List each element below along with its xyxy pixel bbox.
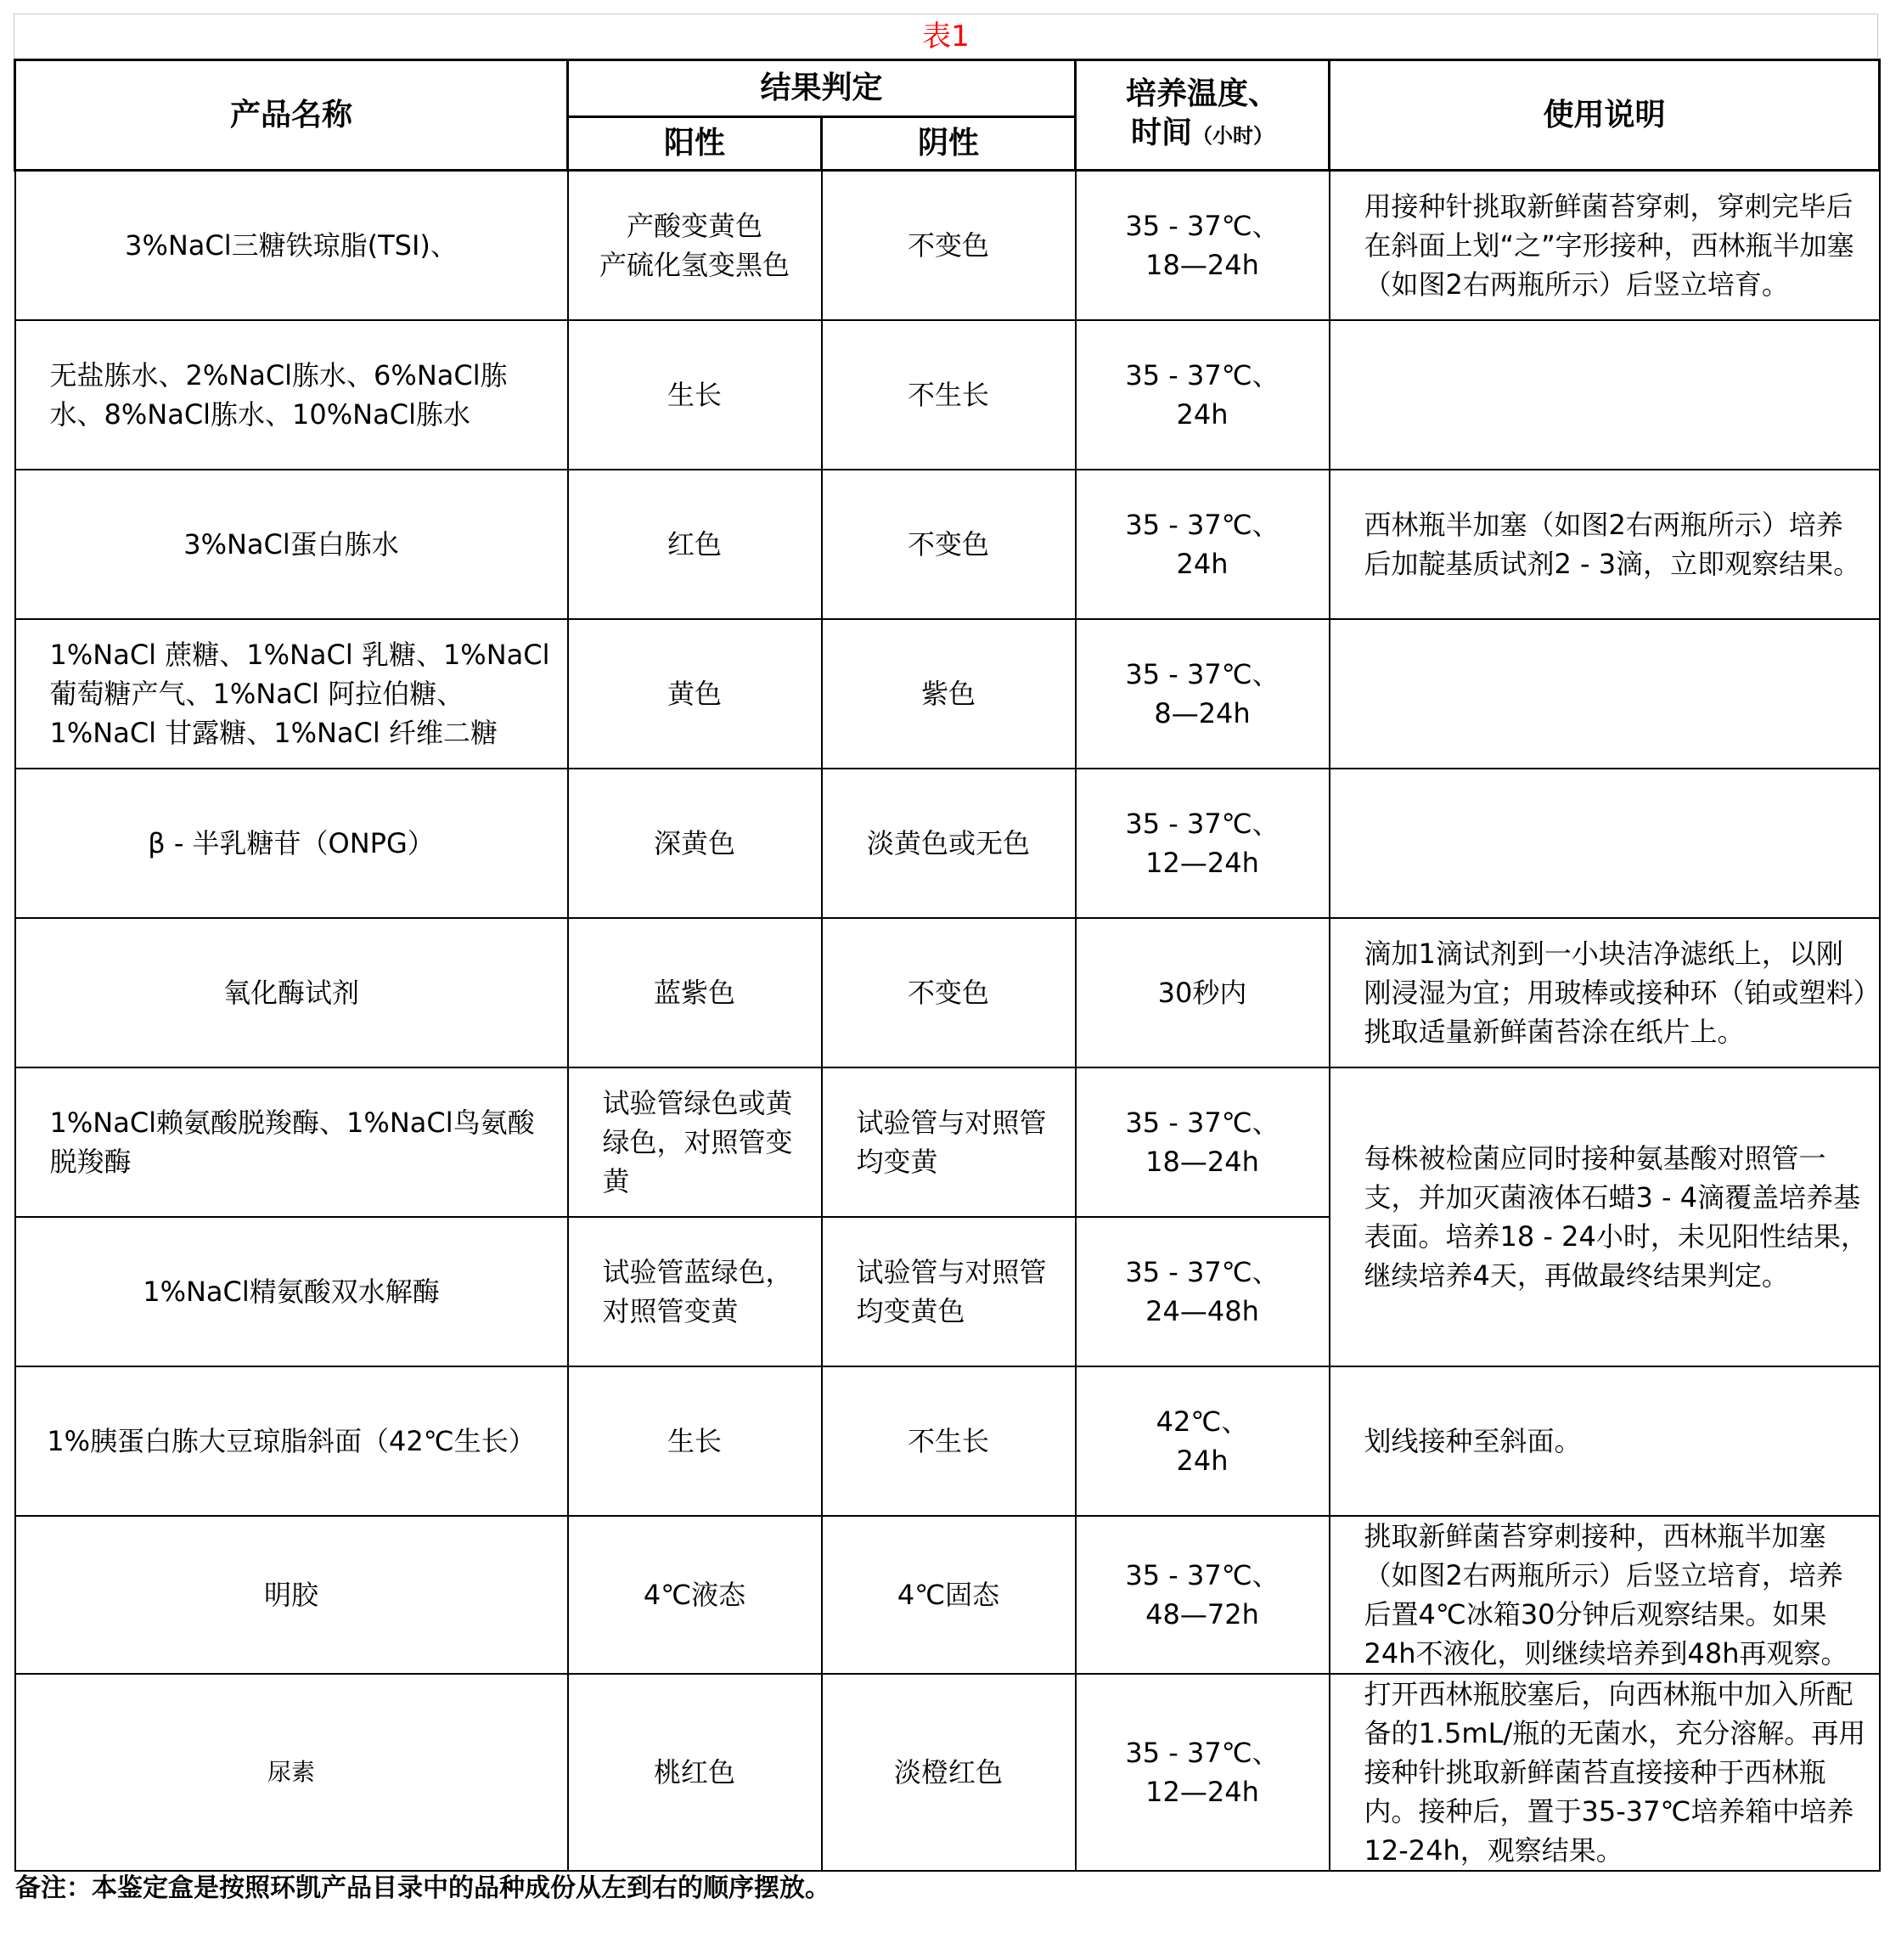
identification-table [14,59,1881,1872]
header-temp-unit: （小时） [1192,124,1274,148]
cell-negative: 不变色 [822,470,1076,619]
cell-positive: 4℃液态 [568,1516,822,1674]
table-row [15,619,1880,769]
cell-temp: 30秒内 [1076,918,1330,1067]
cell-product: β - 半乳糖苷（ONPG） [15,769,568,918]
cell-product: 明胶 [15,1516,568,1674]
cell-temp: 35 - 37℃、 18—24h [1076,1067,1330,1217]
header-temp-time: 时间 [1131,115,1193,150]
cell-usage: 打开西林瓶胶塞后，向西林瓶中加入所配备的1.5mL/瓶的无菌水，充分溶解。再用接种针挑取新鲜菌苔直接接种于西林瓶内。接种后，置于35-37℃培养箱中培养12-24h，观察结果。 [1330,1674,1880,1871]
cell-temp: 35 - 37℃、 24h [1076,470,1330,619]
table-row [15,1366,1880,1516]
cell-product: 3%NaCl蛋白胨水 [15,470,568,619]
cell-product: 1%NaCl精氨酸双水解酶 [15,1217,568,1366]
table-row [15,1067,1880,1217]
cell-usage [1330,619,1880,769]
cell-negative: 试验管与对照管均变黄色 [822,1217,1076,1366]
cell-positive: 蓝紫色 [568,918,822,1067]
cell-usage: 挑取新鲜菌苔穿刺接种，西林瓶半加塞（如图2右两瓶所示）后竖立培育，培养后置4℃冰箱30分钟后观察结果。如果24h不液化，则继续培养到48h再观察。 [1330,1516,1880,1674]
header-temp-line2 [1077,114,1328,155]
cell-negative: 4℃固态 [822,1516,1076,1674]
cell-product: 无盐胨水、2%NaCl胨水、6%NaCl胨水、8%NaCl胨水、10%NaCl胨水 [15,320,568,470]
cell-positive: 生长 [568,320,822,470]
cell-usage [1330,320,1880,470]
cell-negative: 不生长 [822,1366,1076,1516]
cell-temp: 35 - 37℃、 18—24h [1076,171,1330,321]
cell-negative: 不变色 [822,171,1076,321]
table-row [15,1516,1880,1674]
cell-positive: 红色 [568,470,822,619]
header-negative: 阴性 [822,117,1076,171]
cell-product: 3%NaCl三糖铁琼脂(TSI)、 [15,171,568,321]
cell-temp: 35 - 37℃、 12—24h [1076,1674,1330,1871]
table-sheet [14,14,1878,1904]
cell-negative: 淡黄色或无色 [822,769,1076,918]
cell-positive: 桃红色 [568,1674,822,1871]
cell-usage: 用接种针挑取新鲜菌苔穿刺，穿刺完毕后在斜面上划“之”字形接种，西林瓶半加塞（如图2右两瓶所示）后竖立培育。 [1330,171,1880,321]
header-usage: 使用说明 [1330,60,1880,171]
cell-temp: 35 - 37℃、 24—48h [1076,1217,1330,1366]
header-product: 产品名称 [15,60,568,171]
cell-positive: 黄色 [568,619,822,769]
cell-negative: 淡橙红色 [822,1674,1076,1871]
cell-temp: 35 - 37℃、 48—72h [1076,1516,1330,1674]
cell-negative: 不变色 [822,918,1076,1067]
cell-usage: 西林瓶半加塞（如图2右两瓶所示）培养后加靛基质试剂2 - 3滴，立即观察结果。 [1330,470,1880,619]
cell-usage: 每株被检菌应同时接种氨基酸对照管一支，并加灭菌液体石蜡3 - 4滴覆盖培养基表面。培养18 - 24小时，未见阳性结果，继续培养4天，再做最终结果判定。 [1330,1067,1880,1366]
table-row [15,918,1880,1067]
cell-temp: 35 - 37℃、 12—24h [1076,769,1330,918]
cell-positive: 试验管绿色或黄绿色，对照管变黄 [568,1067,822,1217]
cell-product: 氧化酶试剂 [15,918,568,1067]
header-positive: 阳性 [568,117,822,171]
table-title: 表1 [14,14,1878,59]
table-row [15,320,1880,470]
cell-product: 1%NaCl赖氨酸脱羧酶、1%NaCl鸟氨酸脱羧酶 [15,1067,568,1217]
cell-temp: 42℃、 24h [1076,1366,1330,1516]
cell-usage: 划线接种至斜面。 [1330,1366,1880,1516]
header-temp-line1: 培养温度、 [1126,76,1280,111]
header-result: 结果判定 [568,60,1076,117]
cell-negative: 紫色 [822,619,1076,769]
cell-positive [568,171,822,321]
cell-positive: 生长 [568,1366,822,1516]
table-row [15,1674,1880,1871]
cell-usage [1330,769,1880,918]
table-note: 备注：本鉴定盒是按照环凯产品目录中的品种成份从左到右的顺序摆放。 [15,1873,830,1903]
table-row [15,769,1880,918]
cell-positive: 深黄色 [568,769,822,918]
cell-negative: 不生长 [822,320,1076,470]
cell-product: 尿素 [15,1674,568,1871]
cell-positive-line: 产硫化氢变黑色 [599,249,790,281]
cell-product: 1%NaCl 蔗糖、1%NaCl 乳糖、1%NaCl葡萄糖产气、1%NaCl 阿拉伯糖、1%NaCl 甘露糖、1%NaCl 纤维二糖 [15,619,568,769]
table-row [15,470,1880,619]
header-temp [1076,60,1330,171]
cell-temp: 35 - 37℃、 24h [1076,320,1330,470]
cell-negative: 试验管与对照管均变黄 [822,1067,1076,1217]
table-row [15,171,1880,321]
cell-positive-line: 产酸变黄色 [626,210,762,242]
cell-product: 1%胰蛋白胨大豆琼脂斜面（42℃生长） [15,1366,568,1516]
cell-usage: 滴加1滴试剂到一小块洁净滤纸上，以刚刚浸湿为宜；用玻棒或接种环（铂或塑料）挑取适量新鲜菌苔涂在纸片上。 [1330,918,1880,1067]
cell-positive: 试验管蓝绿色，对照管变黄 [568,1217,822,1366]
cell-temp: 35 - 37℃、 8—24h [1076,619,1330,769]
